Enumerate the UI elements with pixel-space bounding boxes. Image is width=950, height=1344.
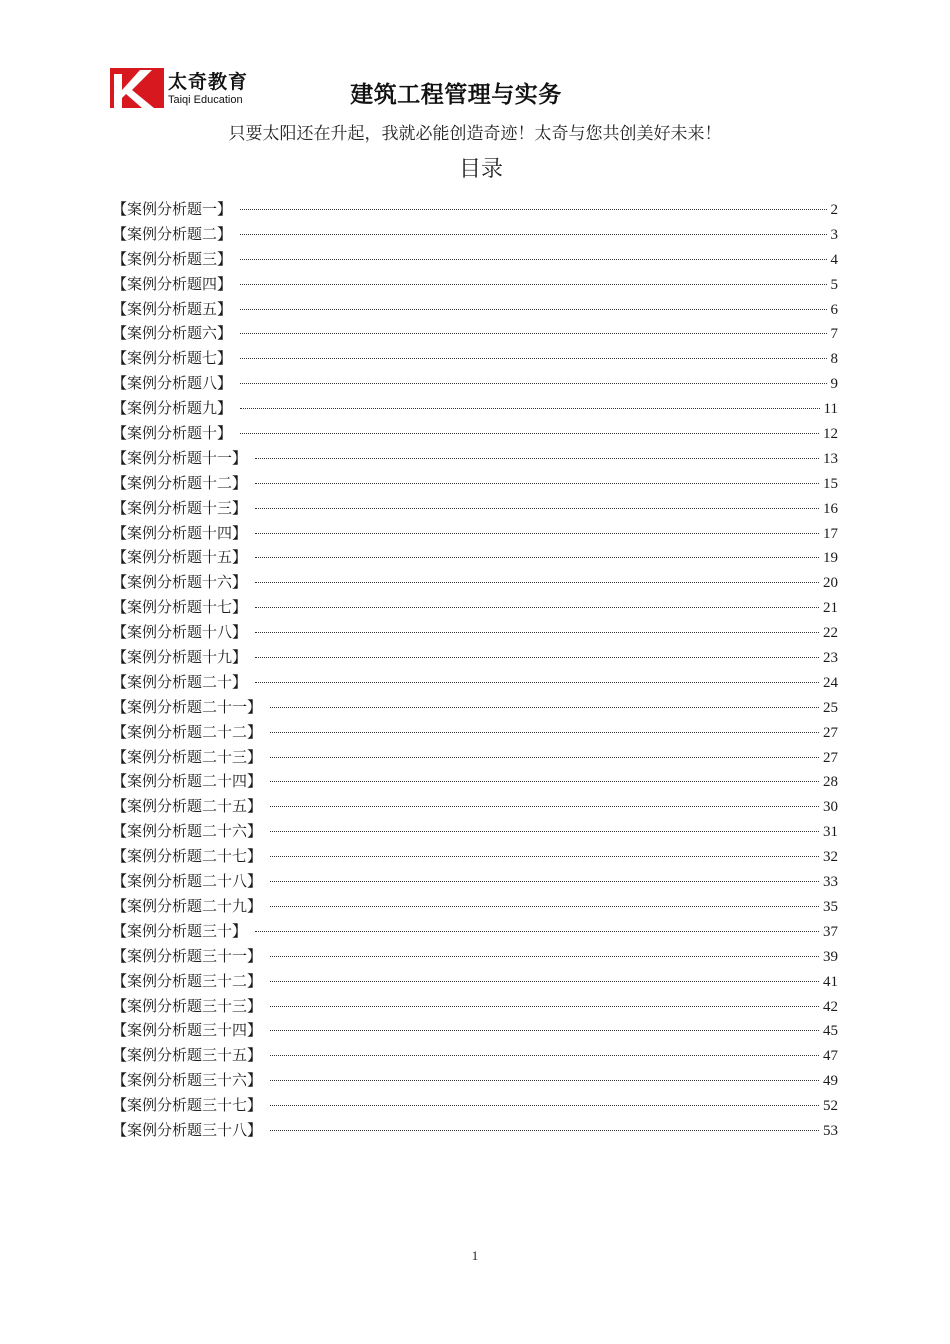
toc-entry-label: 【案例分析题十六】 (112, 573, 248, 592)
toc-entry[interactable] (112, 371, 838, 396)
toc-entry[interactable] (112, 346, 838, 371)
toc-entry[interactable] (112, 297, 838, 322)
toc-entry-page: 16 (823, 500, 838, 517)
toc-entry[interactable] (112, 869, 838, 894)
document-title: 建筑工程管理与实务 (350, 82, 562, 108)
toc-entry[interactable] (112, 944, 838, 969)
toc-dot-leader (270, 880, 819, 882)
toc-entry[interactable] (112, 1118, 838, 1143)
toc-dot-leader (240, 233, 826, 235)
toc-entry-page: 8 (830, 351, 838, 368)
toc-entry-page: 31 (823, 824, 838, 841)
toc-entry-page: 9 (830, 376, 838, 393)
toc-dot-leader (270, 830, 819, 832)
logo-chinese-name: 太奇教育 (168, 71, 249, 93)
toc-dot-leader (240, 407, 820, 409)
toc-entry-page: 21 (823, 600, 838, 617)
toc-dot-leader (240, 258, 826, 260)
toc-entry-label: 【案例分析题二十一】 (112, 697, 263, 716)
toc-entry-label: 【案例分析题二】 (112, 224, 233, 243)
toc-entry-page: 28 (823, 774, 838, 791)
toc-entry-page: 19 (823, 550, 838, 567)
toc-dot-leader (255, 482, 819, 484)
toc-entry-page: 42 (823, 998, 838, 1015)
toc-entry[interactable] (112, 1043, 838, 1068)
toc-dot-leader (255, 532, 819, 534)
toc-dot-leader (240, 308, 826, 310)
toc-entry-label: 【案例分析题三十二】 (112, 971, 263, 990)
toc-entry-page: 32 (823, 849, 838, 866)
toc-entry-label: 【案例分析题三十六】 (112, 1071, 263, 1090)
toc-entry-label: 【案例分析题一】 (112, 200, 233, 218)
toc-entry-label: 【案例分析题三十三】 (112, 996, 263, 1015)
toc-dot-leader (270, 805, 819, 807)
toc-entry-page: 30 (823, 799, 838, 816)
toc-entry[interactable] (112, 496, 838, 521)
toc-entry-page: 3 (830, 226, 838, 243)
toc-dot-leader (240, 332, 826, 334)
toc-entry[interactable] (112, 272, 838, 297)
toc-entry-label: 【案例分析题三十五】 (112, 1046, 263, 1065)
toc-entry-page: 35 (823, 898, 838, 915)
toc-entry[interactable] (112, 521, 838, 546)
toc-entry[interactable] (112, 919, 838, 944)
toc-entry-label: 【案例分析题七】 (112, 349, 233, 368)
toc-entry-page: 2 (830, 202, 838, 218)
toc-entry[interactable] (112, 720, 838, 745)
toc-entry-page: 27 (823, 724, 838, 741)
toc-dot-leader (255, 656, 819, 658)
toc-entry-label: 【案例分析题十二】 (112, 473, 248, 492)
toc-entry-page: 45 (823, 1023, 838, 1040)
toc-entry-page: 24 (823, 674, 838, 691)
toc-entry[interactable] (112, 446, 838, 471)
toc-entry-label: 【案例分析题三十八】 (112, 1120, 263, 1139)
toc-entry-page: 17 (823, 525, 838, 542)
toc-entry-label: 【案例分析题三十七】 (112, 1096, 263, 1115)
toc-entry-page: 41 (823, 973, 838, 990)
toc-entry[interactable] (112, 894, 838, 919)
toc-entry[interactable] (112, 421, 838, 446)
toc-entry[interactable] (112, 247, 838, 272)
page-number: 1 (471, 1248, 479, 1263)
toc-entry[interactable] (112, 670, 838, 695)
toc-dot-leader (240, 283, 826, 285)
toc-entry-label: 【案例分析题十三】 (112, 498, 248, 517)
toc-entry-label: 【案例分析题四】 (112, 274, 233, 293)
toc-dot-leader (270, 780, 819, 782)
toc-entry-page: 13 (823, 450, 838, 467)
toc-entry-label: 【案例分析题二十二】 (112, 722, 263, 741)
toc-entry-page: 49 (823, 1073, 838, 1090)
toc-entry-page: 7 (830, 326, 838, 343)
toc-entry-label: 【案例分析题三十】 (112, 921, 248, 940)
toc-dot-leader (270, 1054, 819, 1056)
toc-dot-leader (255, 457, 819, 459)
toc-entry-label: 【案例分析题九】 (112, 399, 233, 418)
toc-dot-leader (270, 1104, 819, 1106)
toc-entry[interactable] (112, 1068, 838, 1093)
toc-entry-label: 【案例分析题二十八】 (112, 872, 263, 891)
toc-entry-page: 11 (823, 401, 838, 418)
toc-entry[interactable] (112, 471, 838, 496)
toc-entry[interactable] (112, 844, 838, 869)
toc-dot-leader (255, 581, 819, 583)
toc-entry-page: 5 (830, 276, 838, 293)
toc-entry-label: 【案例分析题二十三】 (112, 747, 263, 766)
logo-english-name: Taiqi Education (168, 94, 243, 106)
toc-entry-label: 【案例分析题十七】 (112, 598, 248, 617)
toc-entry-label: 【案例分析题八】 (112, 374, 233, 393)
toc-entry[interactable] (112, 595, 838, 620)
toc-entry-page: 4 (830, 251, 838, 268)
toc-entry-label: 【案例分析题十九】 (112, 648, 248, 667)
toc-entry-label: 【案例分析题六】 (112, 324, 233, 343)
toc-heading: 目录 (458, 157, 503, 182)
toc-dot-leader (270, 1005, 819, 1007)
toc-entry-label: 【案例分析题十八】 (112, 623, 248, 642)
toc-entry[interactable] (112, 1018, 838, 1043)
slogan: 只要太阳还在升起，我就必能创造奇迹！太奇与您共创美好未来！ (228, 124, 722, 144)
toc-entry[interactable] (112, 545, 838, 570)
toc-dot-leader (255, 930, 819, 932)
toc-entry-label: 【案例分析题三十一】 (112, 946, 263, 965)
toc-entry[interactable] (112, 570, 838, 595)
toc-dot-leader (255, 681, 819, 683)
toc-entry-page: 22 (823, 625, 838, 642)
toc-dot-leader (270, 1079, 819, 1081)
toc-entry-label: 【案例分析题十一】 (112, 448, 248, 467)
toc-entry-label: 【案例分析题十】 (112, 424, 233, 443)
toc-dot-leader (270, 955, 819, 957)
toc-entry-page: 53 (823, 1122, 838, 1139)
toc-entry-page: 27 (823, 749, 838, 766)
toc-entry-page: 39 (823, 948, 838, 965)
toc-entry-label: 【案例分析题二十七】 (112, 847, 263, 866)
toc-entry[interactable] (112, 1093, 838, 1118)
toc-dot-leader (255, 631, 819, 633)
toc-entry-label: 【案例分析题二十】 (112, 672, 248, 691)
toc-entry-page: 23 (823, 650, 838, 667)
toc-entry-label: 【案例分析题三】 (112, 249, 233, 268)
toc-entry-label: 【案例分析题十四】 (112, 523, 248, 542)
toc-entry[interactable] (112, 645, 838, 670)
toc-dot-leader (255, 507, 819, 509)
toc-entry[interactable] (112, 197, 838, 222)
toc-entry[interactable] (112, 794, 838, 819)
toc-entry[interactable] (112, 396, 838, 421)
toc-entry-label: 【案例分析题三十四】 (112, 1021, 263, 1040)
toc-entry[interactable] (112, 620, 838, 645)
toc-dot-leader (255, 556, 819, 558)
toc-entry[interactable] (112, 695, 838, 720)
toc-entry-page: 25 (823, 699, 838, 716)
toc-entry[interactable] (112, 321, 838, 346)
toc-entry-page: 47 (823, 1048, 838, 1065)
toc-entry[interactable] (112, 222, 838, 247)
toc-dot-leader (270, 1129, 819, 1131)
toc-dot-leader (240, 357, 826, 359)
toc-entry-page: 6 (830, 301, 838, 318)
toc-dot-leader (270, 980, 819, 982)
toc-entry-page: 20 (823, 575, 838, 592)
toc-entry-page: 52 (823, 1098, 838, 1115)
toc-dot-leader (270, 905, 819, 907)
toc-entry-label: 【案例分析题十五】 (112, 548, 248, 567)
toc-entry[interactable] (112, 745, 838, 770)
toc-dot-leader (270, 756, 819, 758)
toc-dot-leader (270, 706, 819, 708)
toc-dot-leader (240, 432, 819, 434)
toc-entry-label: 【案例分析题五】 (112, 299, 233, 318)
toc-dot-leader (240, 382, 826, 384)
table-of-contents (112, 197, 838, 1143)
toc-entry[interactable] (112, 969, 838, 994)
toc-entry-label: 【案例分析题二十六】 (112, 822, 263, 841)
toc-dot-leader (270, 731, 819, 733)
toc-dot-leader (270, 1029, 819, 1031)
toc-entry[interactable] (112, 769, 838, 794)
toc-entry-page: 15 (823, 475, 838, 492)
toc-entry-label: 【案例分析题二十五】 (112, 797, 263, 816)
toc-dot-leader (240, 208, 826, 210)
toc-entry-label: 【案例分析题二十九】 (112, 896, 263, 915)
toc-dot-leader (255, 606, 819, 608)
toc-entry[interactable] (112, 819, 838, 844)
toc-entry[interactable] (112, 994, 838, 1019)
toc-entry-label: 【案例分析题二十四】 (112, 772, 263, 791)
toc-entry-page: 12 (823, 426, 838, 443)
toc-entry-page: 33 (823, 874, 838, 891)
toc-entry-page: 37 (823, 923, 838, 940)
toc-dot-leader (270, 855, 819, 857)
